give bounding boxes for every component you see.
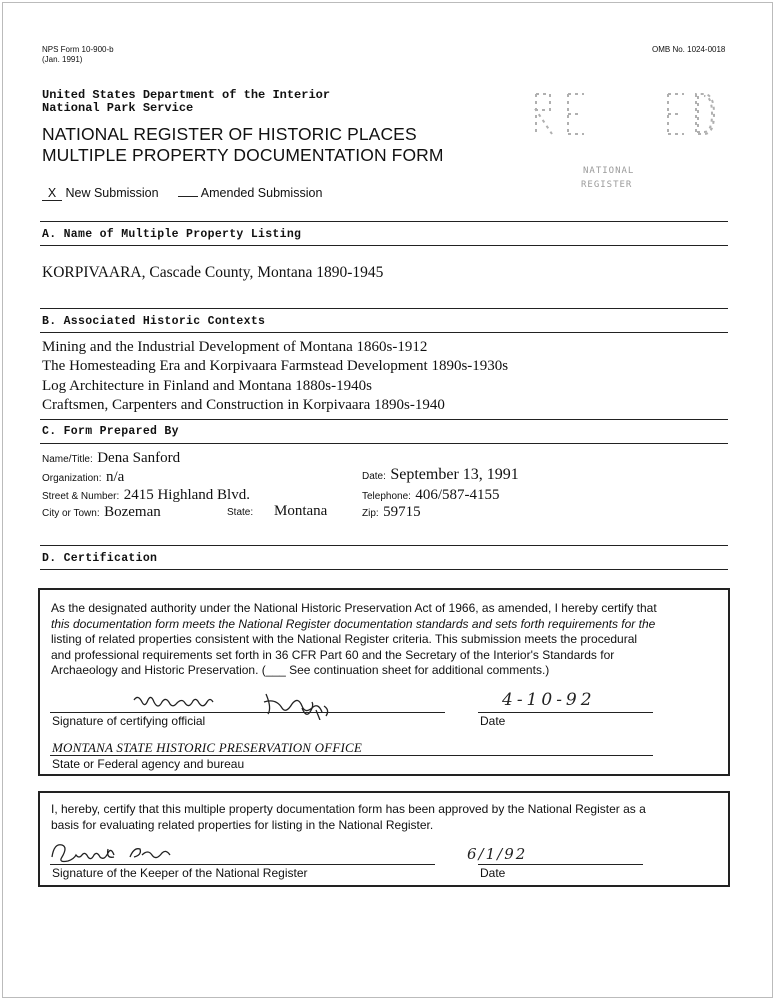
zip-label: Zip: xyxy=(362,508,379,519)
section-a-heading: A. Name of Multiple Property Listing xyxy=(42,228,302,241)
section-c-top-rule xyxy=(40,419,728,420)
official-signature-line xyxy=(50,712,445,713)
street-label: Street & Number: xyxy=(42,491,120,502)
section-d-heading: D. Certification xyxy=(42,552,158,565)
date-value: September 13, 1991 xyxy=(390,466,519,483)
organization-value: n/a xyxy=(105,469,125,485)
section-b-heading: B. Associated Historic Contexts xyxy=(42,315,266,328)
certification-box xyxy=(38,588,730,776)
received-stamp xyxy=(528,86,718,148)
section-b-heading-rule xyxy=(40,332,728,333)
state-value: Montana xyxy=(274,503,328,519)
date-label: Date: xyxy=(362,471,386,482)
keeper-box xyxy=(38,791,730,887)
zip-field xyxy=(362,503,421,521)
certification-statement xyxy=(51,601,723,679)
date-field xyxy=(362,466,519,484)
section-a-heading-rule xyxy=(40,245,728,246)
city-value: Bozeman xyxy=(104,504,161,520)
section-c-heading-rule xyxy=(40,443,728,444)
street-field xyxy=(42,486,250,504)
historic-context-item: Mining and the Industrial Development of Montana 1860s-1912 xyxy=(42,339,428,355)
section-a-top-rule xyxy=(40,221,728,222)
organization-field xyxy=(42,468,124,486)
omb-number: OMB No. 1024-0018 xyxy=(652,45,726,54)
amended-submission xyxy=(178,186,322,200)
certification-line: and professional requirements set forth in 36 CFR Part 60 and the Secretary of the Interior's Standards for xyxy=(51,647,615,662)
certification-line: As the designated authority under the National Historic Preservation Act of 1966, as amended, I hereby certify that xyxy=(51,601,657,615)
certification-line: listing of related properties consistent with the National Register criteria. This submission meets the procedural xyxy=(51,632,638,647)
agency-label: State or Federal agency and bureau xyxy=(52,757,245,771)
name-title-label: Name/Title: xyxy=(42,454,93,465)
section-c-heading: C. Form Prepared By xyxy=(42,425,179,438)
telephone-field xyxy=(362,486,500,504)
agency-value: MONTANA STATE HISTORIC PRESERVATION OFFICE xyxy=(52,740,363,755)
street-value: 2415 Highland Blvd. xyxy=(123,487,250,503)
section-d-heading-rule xyxy=(40,569,728,570)
form-title-line1: NATIONAL REGISTER OF HISTORIC PLACES xyxy=(42,124,417,144)
name-title-field xyxy=(42,449,180,467)
zip-value: 59715 xyxy=(383,504,421,520)
agency-line: National Park Service xyxy=(42,101,194,115)
keeper-signature-label: Signature of the Keeper of the National Register xyxy=(52,866,308,880)
keeper-statement xyxy=(51,802,723,833)
new-submission-label: New Submission xyxy=(65,186,159,200)
city-field xyxy=(42,503,161,521)
section-b-top-rule xyxy=(40,308,728,309)
amended-submission-label: Amended Submission xyxy=(200,186,323,200)
new-submission xyxy=(42,186,159,201)
stamp-text-national: NATIONAL xyxy=(583,166,635,176)
telephone-value: 406/587-4155 xyxy=(415,487,500,503)
department-line: United States Department of the Interior xyxy=(42,88,331,102)
multiple-property-name: KORPIVAARA, Cascade County, Montana 1890-1945 xyxy=(42,264,384,281)
historic-contexts-list xyxy=(42,338,508,415)
section-d-top-rule xyxy=(40,545,728,546)
organization-label: Organization: xyxy=(42,473,102,484)
keeper-date-label: Date xyxy=(480,866,506,880)
keeper-date-line xyxy=(478,864,643,865)
form-date: (Jan. 1991) xyxy=(42,55,83,64)
new-submission-checkmark: X xyxy=(42,186,62,201)
keeper-date-value: 6/1/92 xyxy=(467,845,528,863)
state-label: State: xyxy=(227,507,254,518)
official-date-line xyxy=(478,712,653,713)
form-number: NPS Form 10-900-b xyxy=(42,45,114,54)
city-label: City or Town: xyxy=(42,508,100,519)
official-signature-label: Signature of certifying official xyxy=(52,714,206,728)
official-date-label: Date xyxy=(480,714,506,728)
keeper-statement-line: basis for evaluating related properties for listing in the National Register. xyxy=(51,817,434,832)
name-title-value: Dena Sanford xyxy=(97,450,181,466)
stamp-text-register: REGISTER xyxy=(581,180,633,190)
keeper-signature-line xyxy=(50,864,435,865)
telephone-label: Telephone: xyxy=(362,491,411,502)
historic-context-item: Craftsmen, Carpenters and Construction in Korpivaara 1890s-1940 xyxy=(42,396,445,413)
historic-context-item: The Homesteading Era and Korpivaara Farmstead Development 1890s-1930s xyxy=(42,358,509,375)
agency-line xyxy=(50,755,653,756)
certification-line: Archaeology and Historic Preservation. (___ See continuation sheet for additional comments.) xyxy=(51,663,550,678)
official-date-value: 4-10-92 xyxy=(502,690,596,710)
certification-line: this documentation form meets the National Register documentation standards and sets forth requirements for the xyxy=(51,616,656,631)
historic-context-item: Log Architecture in Finland and Montana 1880s-1940s xyxy=(42,377,372,394)
form-title-line2: MULTIPLE PROPERTY DOCUMENTATION FORM xyxy=(42,145,444,165)
keeper-statement-line: I, hereby, certify that this multiple property documentation form has been approved by the National Register as a xyxy=(51,802,646,816)
amended-submission-checkmark xyxy=(178,196,198,197)
